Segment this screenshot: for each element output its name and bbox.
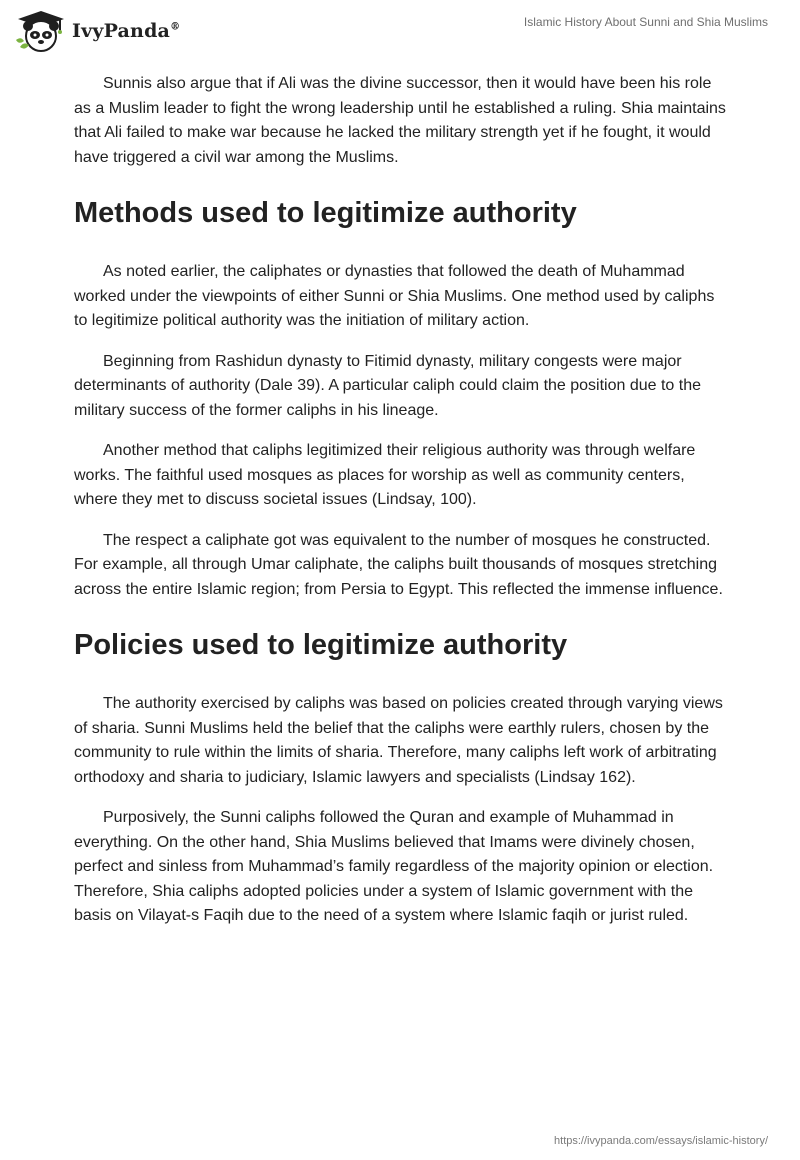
panda-graduate-icon: [14, 9, 68, 53]
section-heading-policies: Policies used to legitimize authority: [74, 629, 568, 661]
paragraph: Beginning from Rashidun dynasty to Fitimid dynasty, military congests were major determinants of authority (Dale 39). A particular caliph could claim the position due to the military success of the former caliphs in his lineage.: [74, 352, 702, 419]
ivypanda-logo[interactable]: [14, 9, 180, 53]
paragraph: The authority exercised by caliphs was based on policies created through varying views of sharia. Sunni Muslims held the belief that the caliphs were earthly rulers, chosen by the community to rule within the limits of sharia. Therefore, many caliphs left work of arbitrating orthodoxy and sharia to judiciary, Islamic lawyers and specialists (Lindsay 162).: [74, 695, 723, 786]
paragraph: Another method that caliphs legitimized their religious authority was through welfare works. The faithful used mosques as places for worship as well as community centers, where they met to discuss societal issues (Lindsay, 100).: [74, 442, 696, 508]
document-title: Islamic History About Sunni and Shia Muslims: [523, 15, 768, 29]
page-header: [0, 0, 800, 64]
paragraph: Sunnis also argue that if Ali was the divine successor, then it would have been his role as a Muslim leader to fight the wrong leadership until he established a ruling. Shia maintains that Ali failed to make war because he lacked the military strength yet if he fought, it would have triggered a civil war among the Muslims.: [74, 75, 726, 166]
registered-mark: ®: [170, 21, 181, 33]
section-heading-methods: Methods used to legitimize authority: [74, 197, 577, 229]
paragraph: The respect a caliphate got was equivalent to the number of mosques he constructed. For example, all through Umar caliphate, the caliphs built thousands of mosques stretching across the entire Islamic region; from Persia to Egypt. This reflected the immense influence.: [74, 531, 723, 598]
paragraph: Purposively, the Sunni caliphs followed the Quran and example of Muhammad in everything. On the other hand, Shia Muslims believed that Imams were divinely chosen, perfect and sinless from Muhammad’s family regardless of the majority opinion or election. Therefore, Shia caliphs adopted policies under a system of Islamic government with the basis on Vilayat-s Faqih due to the need of a system where Islamic faqih or jurist ruled.: [74, 809, 714, 924]
paragraph: As noted earlier, the caliphates or dynasties that followed the death of Muhammad worked under the viewpoints of either Sunni or Shia Muslims. One method used by caliphs to legitimize political authority was the initiation of military action.: [74, 263, 715, 329]
source-url[interactable]: https://ivypanda.com/essays/islamic-history/: [554, 1135, 768, 1147]
brand-name: IvyPanda®: [72, 20, 181, 42]
essay-content: [74, 72, 726, 945]
